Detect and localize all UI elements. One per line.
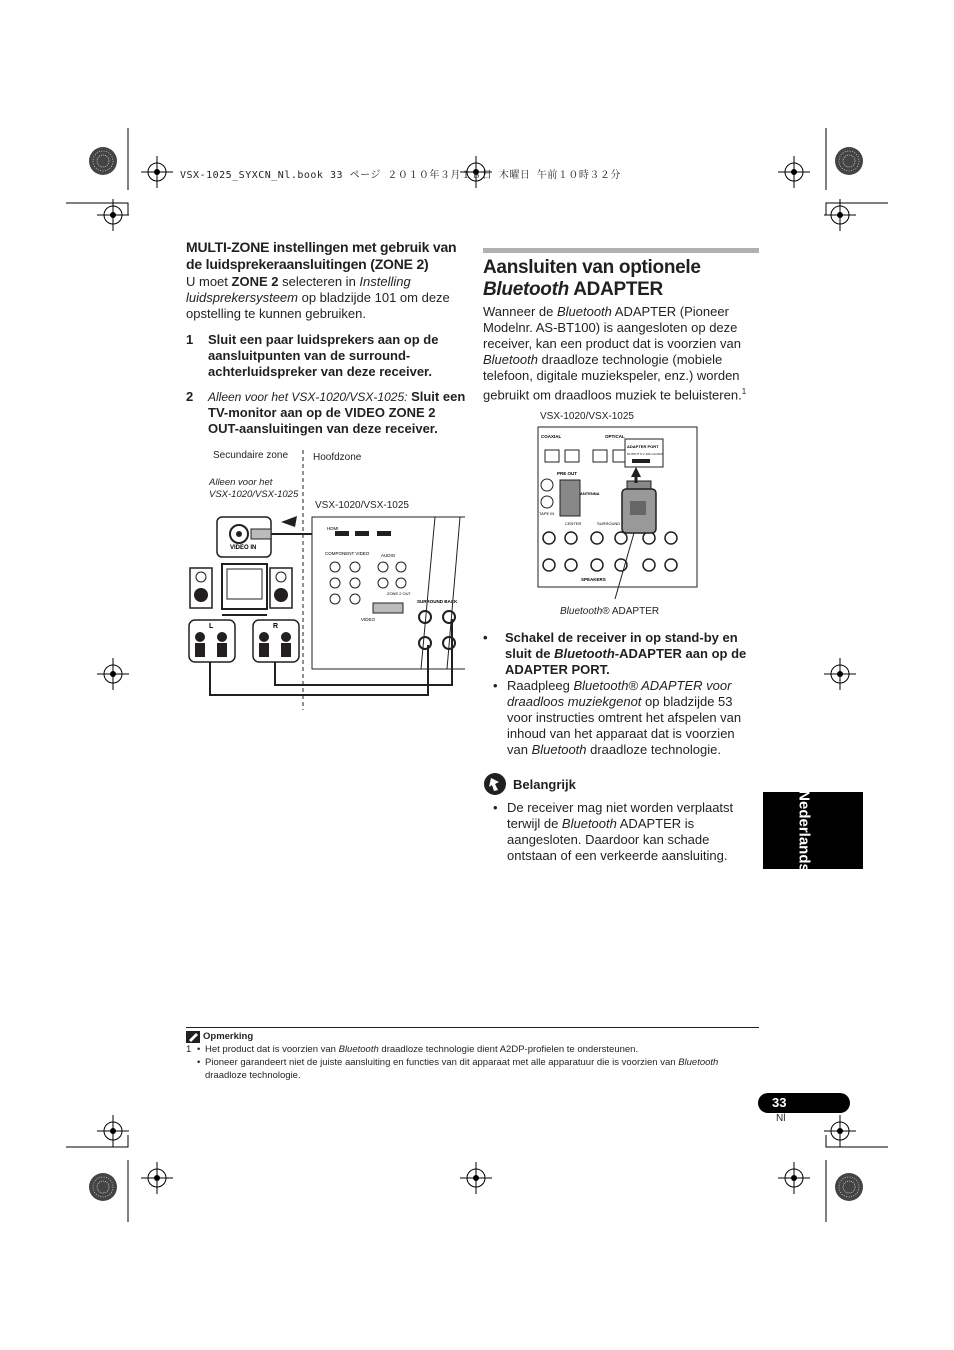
text: De receiver mag niet worden verplaatst terwijl de [507, 800, 734, 831]
video-label: VIDEO [361, 617, 376, 622]
adapter-port-label: ADAPTER PORT [627, 444, 659, 449]
speaker-left-icon [190, 568, 212, 608]
caption-italic: Bluetooth [560, 606, 603, 617]
text: ZONE 2 [231, 274, 279, 289]
caption-rest: ® ADAPTER [602, 606, 660, 617]
registration-star-icon [835, 147, 863, 175]
important-title: Belangrijk [513, 776, 576, 792]
text: op bladzijde 53 voor instructies omtrent het afspelen van inhoud van het apparaat dat is voorzien van [507, 694, 742, 757]
text: ADAPTER (Pioneer Modelnr. AS-BT100) is aangesloten op deze receiver, kan een product dat is voorzien van [483, 304, 741, 351]
page-number: 33 [772, 1095, 787, 1110]
language-tab-label: Nederlands [795, 790, 813, 872]
heading-line: Aansluiten van optionele [483, 257, 701, 278]
text: Raadpleeg [507, 678, 574, 693]
important-heading [483, 772, 759, 796]
crosshair-icon [141, 1162, 173, 1194]
tape-in-label: TAPE IN [539, 511, 555, 516]
antenna-label: ANTENNA [580, 491, 600, 496]
language-tab [763, 790, 863, 872]
text: Bluetooth [554, 646, 615, 661]
text: draadloze technologie. [586, 742, 721, 757]
crosshair-icon [778, 1162, 810, 1194]
label-secondary-zone: Secundaire zone [213, 450, 289, 461]
bullet-icon: • [493, 800, 498, 815]
crosshair-icon [824, 1115, 856, 1147]
label-receiver-model: VSX-1020/VSX-1025 [540, 411, 634, 422]
pre-out-label: PRE OUT [557, 471, 578, 476]
footnote-ref: 1 [741, 387, 747, 396]
important-note [493, 800, 759, 864]
right-column-lower [483, 630, 759, 864]
center-label: CENTER [565, 521, 582, 526]
footnote-rule [186, 1027, 759, 1028]
text: Schakel de receiver in op stand-by en sluit de [505, 630, 738, 661]
text: ADAPTER is aangesloten. Daardoor kan schade ontstaan of een verkeerde aansluiting. [507, 816, 728, 863]
arrow-icon [281, 516, 297, 527]
crosshair-icon [97, 658, 129, 690]
crosshair-icon [778, 156, 810, 188]
adapter-port-spec: OUTPUT 5 V 100 mA MAX [627, 452, 663, 456]
crosshair-icon [141, 156, 173, 188]
text: Pioneer garandeert niet de juiste aansluiting en functies van dit apparaat met alle apparatuur die is voorzien van [205, 1057, 679, 1068]
bullet-icon: • [197, 1044, 201, 1055]
bluetooth-adapter-diagram [535, 405, 705, 620]
text: Alleen voor het VSX-1020/VSX-1025: [208, 390, 408, 404]
note-icon [186, 1031, 200, 1043]
zone2-connection-diagram [185, 445, 465, 710]
text: op bladzijde 101 om deze opstelling te kunnen gebruiken. [186, 290, 450, 321]
left-column [186, 239, 466, 437]
note-item-1 [186, 1043, 759, 1056]
step-number: 1 [186, 332, 194, 347]
step-2 [186, 389, 466, 437]
step-text: Sluit een paar luidsprekers aan op de aansluitpunten van de surround-achterluidspreker van deze receiver. [208, 332, 439, 379]
crosshair-icon [97, 199, 129, 231]
zone2-out-label: ZONE 2 OUT [387, 591, 412, 596]
footnote-block [186, 1030, 759, 1082]
right-column [483, 257, 759, 403]
text: Bluetooth [338, 1044, 379, 1055]
terminal-l-label: L [209, 623, 214, 630]
hdmi-label: HDMI [327, 526, 339, 531]
registration-star-icon [89, 147, 117, 175]
bullet-icon: • [197, 1057, 201, 1068]
bluetooth-intro [483, 304, 759, 403]
audio-label: AUDIO [381, 553, 396, 558]
registration-star-icon [835, 1173, 863, 1201]
text: Sluit een TV-monitor aan op de VIDEO ZONE 2 OUT-aansluitingen van deze receiver. [208, 389, 466, 436]
text: Bluetooth [483, 352, 538, 367]
text: Wanneer de [483, 304, 557, 319]
bullet-icon: • [483, 630, 488, 645]
speaker-right-icon [270, 568, 292, 608]
crosshair-icon [824, 658, 856, 690]
language-code: Nl [776, 1113, 786, 1124]
tv-icon [222, 564, 267, 615]
text: Het product dat is voorzien van [205, 1044, 339, 1055]
multizone-intro [186, 274, 466, 322]
label-only-for: Alleen voor het [209, 477, 273, 488]
surround-back-label: SURROUND BACK [417, 599, 458, 604]
step-1 [186, 332, 466, 380]
bullet-connect-adapter [483, 630, 759, 678]
speakers-label: SPEAKERS [581, 577, 606, 582]
section-heading-bluetooth [483, 257, 759, 301]
bullet-icon: • [493, 678, 498, 693]
note-number: 1 [186, 1044, 192, 1055]
registration-star-icon [89, 1173, 117, 1201]
text: Instelling luidsprekersysteem [186, 274, 411, 305]
speaker-terminal-left [189, 620, 235, 662]
speaker-terminal-right [253, 620, 299, 662]
label-only-for-model: VSX-1020/VSX-1025 [209, 489, 299, 500]
text: selecteren in [278, 274, 360, 289]
receiver-back-panel [312, 517, 465, 669]
crosshair-icon [97, 1115, 129, 1147]
crosshair-icon [460, 1162, 492, 1194]
text: Bluetooth® ADAPTER voor draadloos muziekgenot [507, 678, 732, 709]
terminal-r-label: R [273, 623, 279, 630]
important-icon [483, 772, 507, 796]
crosshair-icon [824, 199, 856, 231]
surround-label: SURROUND [597, 521, 621, 526]
subbullet-refer [493, 678, 759, 758]
note-heading [186, 1030, 759, 1043]
text: draadloze technologie. [205, 1070, 301, 1081]
coaxial-label: COAXIAL [541, 434, 562, 439]
print-header: VSX-1025_SYXCN_Nl.book 33 ページ ２０１０年３月１８日 木曜日 午前１０時３２分 [180, 170, 621, 181]
note-title: Opmerking [203, 1031, 254, 1042]
video-in-label: VIDEO IN [230, 545, 257, 551]
section-rule [483, 248, 759, 253]
label-receiver-model: VSX-1020/VSX-1025 [315, 500, 409, 511]
text: Bluetooth [561, 816, 617, 831]
adapter-caption [560, 606, 659, 617]
text: U moet [186, 274, 232, 289]
text: draadloze technologie (mobiele telefoon, digitale muziekspeler, enz.) worden gebruikt om draadloos muziek te beluisteren. [483, 352, 742, 403]
tv-video-in-jack [217, 517, 271, 557]
text: ADAPTER [568, 279, 663, 300]
note-item-2 [186, 1056, 759, 1082]
label-main-zone: Hoofdzone [313, 452, 362, 463]
text: Bluetooth [556, 304, 612, 319]
section-heading-multizone: MULTI-ZONE instellingen met gebruik van de luidsprekeraansluitingen (ZONE 2) [186, 239, 457, 272]
text: Bluetooth [483, 279, 569, 300]
text: Bluetooth [531, 742, 587, 757]
receiver-back-panel [538, 427, 697, 587]
component-video-label: COMPONENT VIDEO [325, 551, 370, 556]
optical-label: OPTICAL [605, 434, 625, 439]
step-number: 2 [186, 389, 194, 404]
text: Bluetooth [678, 1057, 719, 1068]
page-number-badge [758, 1093, 850, 1113]
text: draadloze technologie dient A2DP-profielen te ondersteunen. [378, 1044, 639, 1055]
text: -ADAPTER aan op de ADAPTER PORT. [505, 646, 747, 677]
